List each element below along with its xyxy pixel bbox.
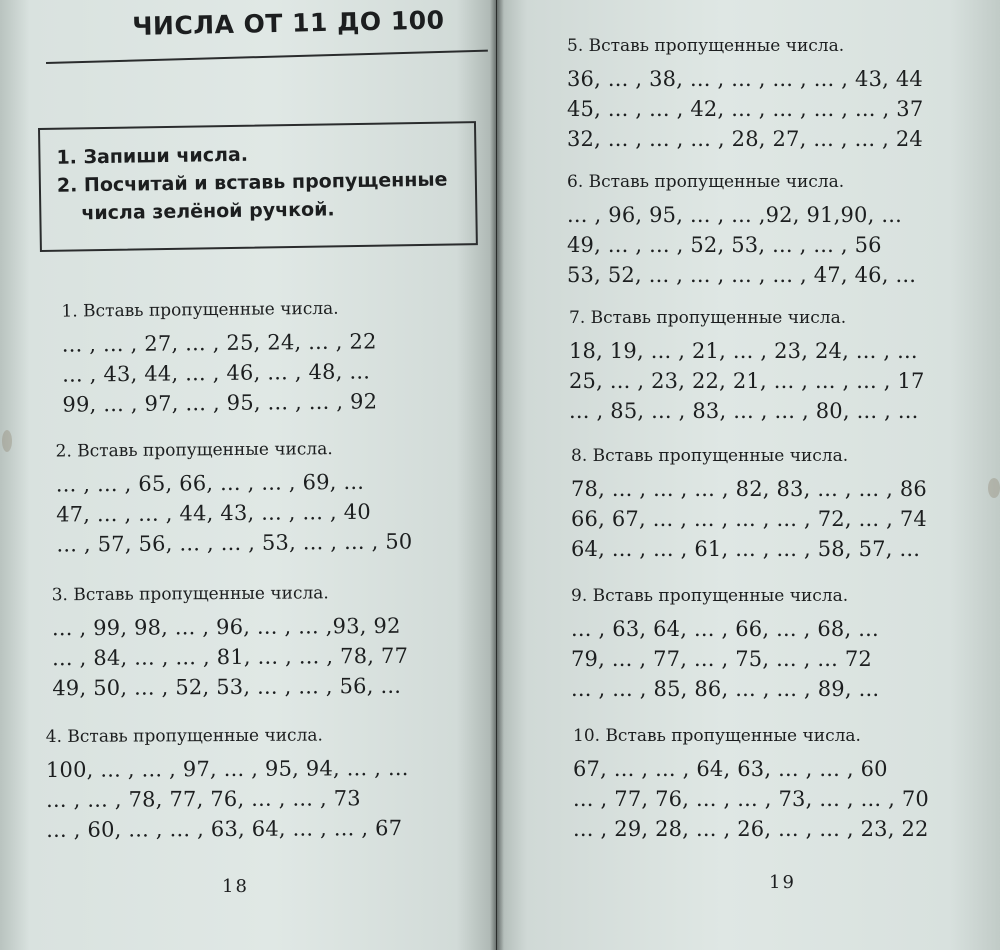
exercise-7 (569, 308, 925, 426)
instructions-box (38, 121, 478, 252)
exercise-line: 47, ... , ... , 44, 43, ... , ... , 40 (56, 499, 371, 527)
exercise-line: 45, ... , ... , 42, ... , ... , ... , ... , 37 (567, 97, 924, 121)
exercise-line: 100, ... , ... , 97, ... , 95, 94, ... , ... (45, 756, 409, 782)
exercise-line: 18, 19, ... , 21, ... , 23, 24, ... , ... (569, 339, 918, 363)
page-title: ЧИСЛА ОТ 11 ДО 100 (132, 5, 445, 41)
right-page (497, 0, 1000, 950)
exercise-heading: 3. Вставь пропущенные числа. (51, 583, 329, 606)
exercise-line: 25, ... , 23, 22, 21, ... , ... , ... , 17 (569, 369, 925, 393)
left-page (0, 0, 496, 950)
exercise-line: ... , 29, 28, ... , 26, ... , ... , 23, 22 (573, 817, 929, 841)
exercise-10 (573, 726, 929, 844)
instruction-2: 2. Посчитай и вставь пропущенные (56, 168, 448, 197)
page-number-left: 18 (222, 876, 249, 897)
page-edge-mark (988, 478, 1000, 498)
exercise-line: ... , 57, 56, ... , ... , 53, ... , ... , 50 (56, 529, 413, 557)
exercise-heading: 8. Вставь пропущенные числа. (571, 446, 849, 466)
exercise-heading: 9. Вставь пропущенные числа. (571, 586, 849, 606)
exercise-heading: 5. Вставь пропущенные числа. (567, 36, 845, 56)
book-gutter (490, 0, 504, 950)
exercise-line: ... , 77, 76, ... , ... , 73, ... , ... , 70 (573, 787, 929, 811)
exercise-line: 79, ... , 77, ... , 75, ... , ... 72 (571, 647, 872, 671)
exercise-heading: 7. Вставь пропущенные числа. (569, 308, 847, 328)
instruction-1: 1. Запиши числа. (56, 143, 249, 169)
exercise-2 (55, 438, 412, 559)
exercise-line: ... , ... , 78, 77, 76, ... , ... , 73 (46, 786, 361, 812)
exercise-heading: 2. Вставь пропущенные числа. (55, 439, 333, 462)
title-underline (46, 50, 488, 64)
exercise-1 (61, 298, 377, 419)
exercise-8 (571, 446, 927, 564)
page-number-right: 19 (769, 872, 796, 893)
exercise-line: 64, ... , ... , 61, ... , ... , 58, 57, ... (571, 537, 921, 561)
exercise-line: ... , 60, ... , ... , 63, 64, ... , ... , 67 (46, 816, 403, 842)
exercise-line: ... , ... , 65, 66, ... , ... , 69, ... (55, 469, 365, 497)
exercise-line: ... , 63, 64, ... , 66, ... , 68, ... (571, 617, 879, 641)
exercise-line: 67, ... , ... , 64, 63, ... , ... , 60 (573, 757, 888, 781)
exercise-line: 32, ... , ... , ... , 28, 27, ... , ... , 24 (567, 127, 923, 151)
exercise-line: 49, 50, ... , 52, 53, ... , ... , 56, ... (52, 673, 402, 701)
exercise-3 (52, 583, 409, 703)
exercise-line: 99, ... , 97, ... , 95, ... , ... , 92 (62, 389, 378, 417)
exercise-line: 53, 52, ... , ... , ... , ... , 47, 46, ... (567, 263, 917, 287)
exercise-line: ... , 99, 98, ... , 96, ... , ... ,93, 92 (51, 613, 401, 641)
instruction-2-continued: числа зелёной ручкой. (81, 198, 335, 225)
exercise-line: ... , 85, ... , 83, ... , ... , 80, ... , ... (569, 399, 919, 423)
page-edge-mark (2, 430, 12, 452)
exercise-line: ... , ... , 27, ... , 25, 24, ... , 22 (61, 329, 377, 357)
exercise-heading: 4. Вставь пропущенные числа. (45, 725, 323, 747)
exercise-line: 36, ... , 38, ... , ... , ... , ... , 43, 44 (567, 67, 923, 91)
exercise-line: ... , 43, 44, ... , 46, ... , 48, ... (62, 359, 371, 387)
exercise-4 (46, 725, 409, 845)
exercise-line: ... , 84, ... , ... , 81, ... , ... , 78, 77 (52, 643, 409, 671)
exercise-line: ... , 96, 95, ... , ... ,92, 91,90, ... (567, 203, 902, 227)
exercise-9 (571, 586, 879, 704)
exercise-line: 49, ... , ... , 52, 53, ... , ... , 56 (567, 233, 882, 257)
exercise-heading: 10. Вставь пропущенные числа. (573, 726, 861, 746)
exercise-heading: 1. Вставь пропущенные числа. (61, 298, 339, 322)
exercise-line: 66, 67, ... , ... , ... , ... , 72, ... , 74 (571, 507, 927, 531)
exercise-5 (567, 36, 923, 154)
exercise-line: ... , ... , 85, 86, ... , ... , 89, ... (571, 677, 880, 701)
exercise-line: 78, ... , ... , ... , 82, 83, ... , ... , 86 (571, 477, 927, 501)
exercise-heading: 6. Вставь пропущенные числа. (567, 172, 845, 192)
exercise-6 (567, 172, 916, 290)
